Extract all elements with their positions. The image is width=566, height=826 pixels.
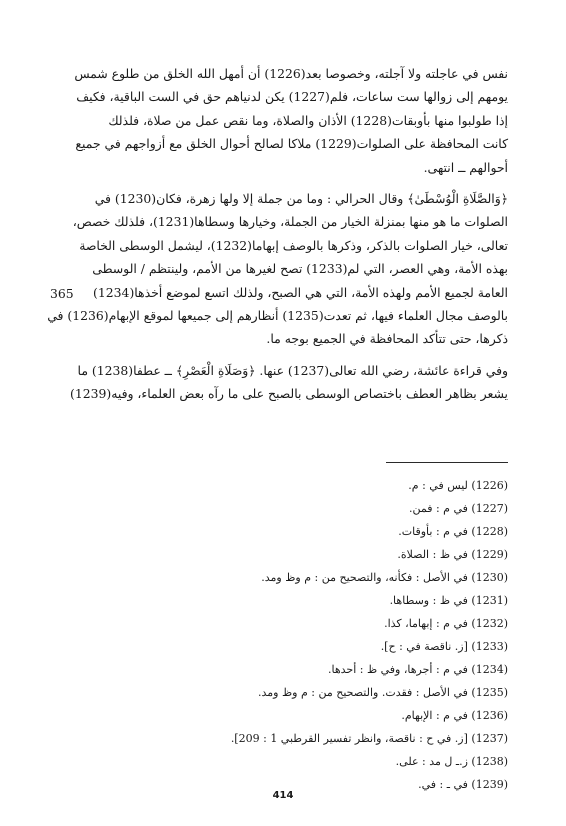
text-line: نفس في عاجلته ولا آجلته، وخصوصا بعد(1226) أن أمهل الله الخلق من طلوع شمس bbox=[74, 66, 508, 81]
footnote: (1230) في الأصل : فكأنه، والتصحيح من : م وظ ومد. bbox=[261, 571, 508, 584]
footnote: (1232) في م : إبهاما، كذا. bbox=[384, 617, 508, 630]
text-line: إذا طولبوا منها بأوبقات(1228) الأذان والصلاة، وما نقص عمل من صلاة، فلذلك bbox=[108, 112, 508, 128]
text-line: العامة لجميع الأمم ولهذه الأمة، التي هي الصبح، ولذلك اتسع لموضع أخذها(1234) bbox=[93, 284, 508, 300]
footnote: (1236) في م : الإبهام. bbox=[401, 709, 508, 722]
footnotes bbox=[150, 474, 508, 796]
text-line: ﴿وَالصَّلَاةِ الْوُسْطَىٰ﴾ وقال الحرالي : وما من جملة إلا ولها زهرة، فكان(1230) في bbox=[94, 191, 508, 207]
text-line: وفي قراءة عائشة، رضي الله تعالى(1237) عنها. ﴿وَصَلَاةِ الْعَصْرِ﴾ ــ عطفا(1238) ما bbox=[77, 362, 508, 378]
text-line: بهذه الأمة، وهي العصر، التي لم(1233) تصح لغيرها من الأمم، ولينتظم / الوسطى bbox=[92, 261, 508, 277]
text-line: تعالى، خيار الصلوات بالذكر، وذكرها بالوصف إبهاما(1232)، ليشمل الوسطى الخاصة bbox=[79, 237, 508, 253]
footnote: (1233) [ز. ناقصة في : ح]. bbox=[380, 640, 508, 653]
page-number: 414 bbox=[272, 790, 294, 801]
text-line: يشعر بظاهر العطف باختصاص الوسطى بالصبح على ما رآه بعض العلماء، وفيه(1239) bbox=[69, 386, 508, 402]
text-line: بالوصف مجال العلماء فيها، ثم تعدت(1235) أنظارهم إلى جميعها لموقع الإبهام(1236) في bbox=[47, 308, 508, 324]
footnote-divider bbox=[386, 462, 508, 463]
paragraph-3 bbox=[68, 359, 508, 406]
text-line: كانت المحافظة على الصلوات(1229) ملاكا لصالح أحوال الخلق مع أزواجهم في جميع bbox=[75, 136, 508, 152]
footnote: (1231) في ظ : وسطاها. bbox=[389, 594, 508, 607]
text-line: يومهم إلى زوالها ست ساعات، فلم(1227) يكن لدنياهم حق في الست الباقية، فكيف bbox=[76, 89, 508, 105]
footnote: (1238) ز.ـ ل مد : على. bbox=[395, 755, 508, 768]
text-line: أحوالهم ــ انتهى. bbox=[423, 159, 508, 175]
footnote: (1237) [ز. في ح : ناقصة، وانظر تفسير القرطبي 1 : 209]. bbox=[230, 732, 508, 745]
text-line: الصلوات ما هو منها بمنزلة الخيار من الجملة، وخيارها وسطاها(1231)، فلذلك خصص، bbox=[72, 214, 508, 230]
footnote: (1229) في ظ : الصلاة. bbox=[397, 548, 508, 561]
text-line: ذكرها، حتى تتأكد المحافظة في الجميع بوجه ما. bbox=[266, 331, 508, 347]
footnote: (1235) في الأصل : فقدت. والتصحيح من : م وظ ومد. bbox=[258, 686, 508, 699]
footnote: (1228) في م : بأوقات. bbox=[398, 525, 508, 538]
footnote: (1239) في ـ : في. bbox=[418, 778, 508, 791]
margin-folio-marker: 365 bbox=[50, 286, 74, 301]
footnote: (1227) في م : فمن. bbox=[408, 502, 508, 515]
footnote: (1226) ليس في : م. bbox=[408, 479, 508, 492]
footnote: (1234) في م : أجرها، وفي ظ : أحدها. bbox=[327, 663, 508, 676]
paragraph-1 bbox=[68, 62, 508, 179]
